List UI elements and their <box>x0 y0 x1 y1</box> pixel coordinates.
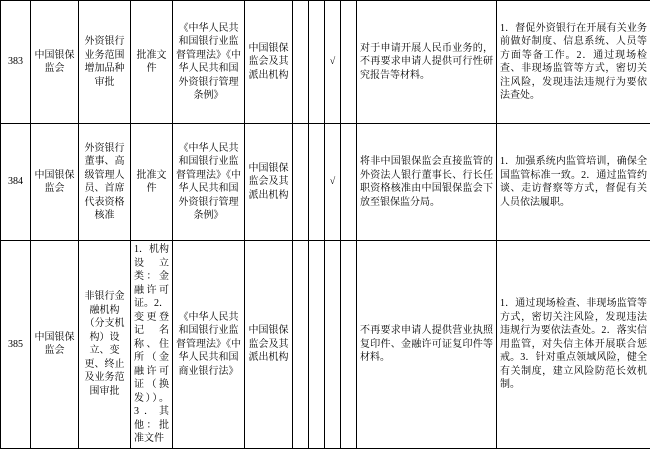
legal-basis: 《中华人民共和国银行业监督管理法》《中华人民共和国商业银行法》 <box>173 241 245 449</box>
reform-measure: 对于申请开展人民币业务的，不再要求申请人提供可行性研究报告等材料。 <box>357 1 497 124</box>
reform-measure: 不再要求申请人提供营业执照复印件、金融许可证复印件等材料。 <box>357 241 497 449</box>
approval-item: 外资银行董事、高级管理人员、首席代表资格核准 <box>79 124 131 241</box>
mark-column-2 <box>309 241 325 449</box>
row-number: 385 <box>1 241 31 449</box>
supervision-measure: 1．督促外资银行在开展有关业务前做好制度、信息系统、人员等方面等备工作。2．通过现场检查、非现场监管等方式，密切关注风险，发现违法违规行为要依法查处。 <box>497 1 650 124</box>
row-number: 383 <box>1 1 31 124</box>
approval-authority: 中国银保监会及其派出机构 <box>245 1 293 124</box>
table-row <box>1 1 650 124</box>
reform-measure: 将非中国银保监会直接监管的外资法人银行董事长、行长任职资格核准由中国银保监会下放至银保监分局。 <box>357 124 497 241</box>
approval-type: 批准文件 <box>131 124 173 241</box>
mark-column-3 <box>325 241 341 449</box>
mark-column-4 <box>341 124 357 241</box>
mark-column-1 <box>293 124 309 241</box>
implementing-organ: 中国银保监会 <box>31 1 79 124</box>
implementing-organ: 中国银保监会 <box>31 241 79 449</box>
mark-column-2 <box>309 124 325 241</box>
legal-basis: 《中华人民共和国银行业监督管理法》《中华人民共和国外资银行管理条例》 <box>173 124 245 241</box>
legal-basis: 《中华人民共和国银行业监督管理法》《中华人民共和国外资银行管理条例》 <box>173 1 245 124</box>
mark-column-1 <box>293 241 309 449</box>
mark-column-4 <box>341 1 357 124</box>
mark-column-1 <box>293 1 309 124</box>
table-row <box>1 241 650 449</box>
mark-column-4 <box>341 241 357 449</box>
mark-column-2 <box>309 1 325 124</box>
table-row <box>1 124 650 241</box>
row-number: 384 <box>1 124 31 241</box>
approval-type: 批准文件 <box>131 1 173 124</box>
supervision-measure: 1．加强系统内监管培训，确保全国监管标准一致。2．通过监管约谈、走访督察等方式，督促有关人员依法履职。 <box>497 124 650 241</box>
approval-authority: 中国银保监会及其派出机构 <box>245 124 293 241</box>
mark-column-3: √ <box>325 124 341 241</box>
implementing-organ: 中国银保监会 <box>31 124 79 241</box>
approval-item: 外资银行业务范围增加品种审批 <box>79 1 131 124</box>
approval-type: 1．机构设立类：金融许可证。2．变更登记名称、住所（金融许可证（换发））。3．其他：批准文件 <box>131 241 173 449</box>
mark-column-3: √ <box>325 1 341 124</box>
supervision-measure: 1．通过现场检查、非现场监管等方式，密切关注风险，发现违法违规行为要依法查处。2．落实信用监管，对失信主体开展联合惩戒。3．针对重点领域风险，健全有关制度，建立风险防范长效机制。 <box>497 241 650 449</box>
approval-authority: 中国银保监会及其派出机构 <box>245 241 293 449</box>
approval-item: 非银行金融机构（分支机构）设立、变更、终止及业务范围审批 <box>79 241 131 449</box>
